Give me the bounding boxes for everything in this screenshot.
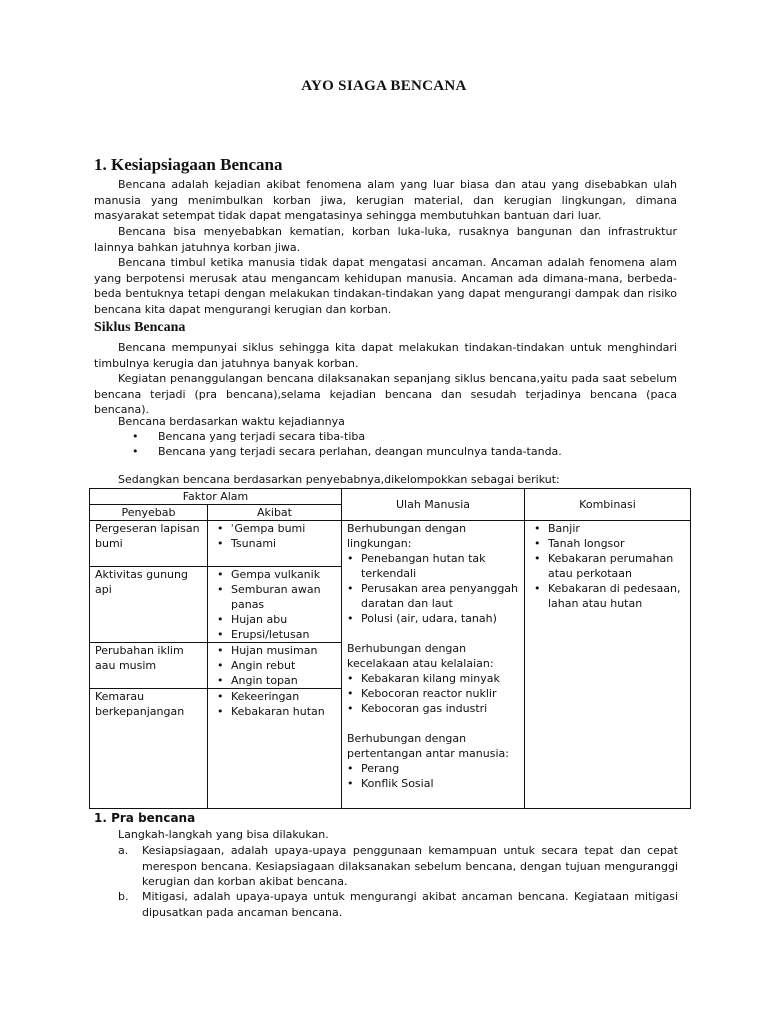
list-item: • ʾGempa bumi xyxy=(213,521,336,536)
section-heading-kesiapsiagaan: 1. Kesiapsiagaan Bencana xyxy=(94,155,283,174)
list-item: • Penebangan hutan tak terkendali xyxy=(347,551,519,581)
list-item: • Tsunami xyxy=(213,536,336,551)
list-item: • Kebakaran di pedesaan, lahan atau hutan xyxy=(530,581,685,611)
header-kombinasi: Kombinasi xyxy=(525,489,691,521)
akibat-cell xyxy=(208,689,342,809)
penyebab-cell: Kemarau berkepanjangan xyxy=(90,689,208,809)
page-title: AYO SIAGA BENCANA xyxy=(301,78,467,94)
akibat-cell xyxy=(208,643,342,689)
list-item: • Angin rebut xyxy=(213,658,336,673)
header-akibat: Akibat xyxy=(208,505,342,521)
paragraph: Kegiatan penanggulangan bencana dilaksanakan sepanjang siklus bencana,yaitu pada saat sebelum bencana terjadi (pra bencana),selama kejadian bencana dan sesudah terjadinya bencana (paca bencana). xyxy=(94,372,677,417)
list-item: • Erupsi/letusan xyxy=(213,627,336,642)
list-item: • Bencana yang terjadi secara perlahan, deangan munculnya tanda-tanda. xyxy=(132,445,562,458)
paragraph: Bencana timbul ketika manusia tidak dapat mengatasi ancaman. Ancaman adalah fenomena alam yang berpotensi merusak atau mengancam kehidupan manusia. Ancaman ada dimana-mana, berbeda-beda bentuknya tetapi dengan melakukan tindakan-tindakan yang dapat mengurangi dampak dan risiko bencana kita dapat mengurangi kerugian dan korban. xyxy=(94,256,677,316)
penyebab-cell: Pergeseran lapisan bumi xyxy=(90,521,208,567)
list-item: • Banjir xyxy=(530,521,685,536)
ulah-group-heading: Berhubungan dengan lingkungan: xyxy=(347,522,467,550)
list-item: • Tanah longsor xyxy=(530,536,685,551)
penyebab-cell: Aktivitas gunung api xyxy=(90,567,208,643)
paragraph: Bencana bisa menyebabkan kematian, korban luka-luka, rusaknya bangunan dan infrastruktur lainnya bahkan jatuhnya korban jiwa. xyxy=(94,225,677,254)
list-item: • Kebakaran hutan xyxy=(213,704,336,719)
list-item: • Hujan musiman xyxy=(213,643,336,658)
paragraph: Bencana adalah kejadian akibat fenomena alam yang luar biasa dan atau yang disebabkan ulah manusia yang menimbulkan korban jiwa, kerugian material, dan kerugian lingkungan, dimana masyarakat setempat tidak dapat mengatasinya sehingga membutuhkan bantuan dari luar. xyxy=(94,178,677,223)
ulah-group-heading: Berhubungan dengan pertentangan antar manusia: xyxy=(347,732,509,760)
paragraph: Bencana berdasarkan waktu kejadiannya xyxy=(118,415,345,428)
list-item: • Kekeeringan xyxy=(213,689,336,704)
paragraph: Sedangkan bencana berdasarkan penyebabnya,dikelompokkan sebagai berikut: xyxy=(118,473,560,486)
list-item: • Semburan awan panas xyxy=(213,582,336,612)
section-heading-siklus: Siklus Bencana xyxy=(94,320,186,335)
akibat-cell xyxy=(208,567,342,643)
header-penyebab: Penyebab xyxy=(90,505,208,521)
penyebab-cell: Perubahan iklim aau musim xyxy=(90,643,208,689)
ulah-group-heading: Berhubungan dengan kecelakaan atau kelalaian: xyxy=(347,642,494,670)
list-item: • Kebocoran gas industri xyxy=(347,701,519,716)
bencana-table xyxy=(89,488,691,809)
list-item: • Konflik Sosial xyxy=(347,776,519,791)
list-item: • Bencana yang terjadi secara tiba-tiba xyxy=(132,430,366,443)
akibat-cell xyxy=(208,521,342,567)
header-ulah-manusia: Ulah Manusia xyxy=(342,489,525,521)
list-item: • Perang xyxy=(347,761,519,776)
list-item: • Hujan abu xyxy=(213,612,336,627)
kombinasi-cell xyxy=(525,521,691,809)
list-item: • Angin topan xyxy=(213,673,336,688)
list-item: • Kebakaran kilang minyak xyxy=(347,671,519,686)
ulah-manusia-cell xyxy=(342,521,525,809)
section-heading-pra-bencana: 1. Pra bencana xyxy=(94,811,196,825)
paragraph: Bencana mempunyai siklus sehingga kita dapat melakukan tindakan-tindakan untuk menghindari timbulnya kerugia dan jatuhnya banyak korban. xyxy=(94,341,677,370)
list-item: • Kebakaran perumahan atau perkotaan xyxy=(530,551,685,581)
header-faktor-alam: Faktor Alam xyxy=(90,489,342,505)
list-item: • Perusakan area penyanggah daratan dan laut xyxy=(347,581,519,611)
list-item: • Kebocoran reactor nuklir xyxy=(347,686,519,701)
list-item: a. Kesiapsiagaan, adalah upaya-upaya penggunaan kemampuan untuk secara tepat dan cepat merespon bencana. Kesiapsiagaan dilaksanakan sebelum bencana, dengan tujuan menguranggi kerugian dan korban akibat bencana. xyxy=(118,844,678,889)
list-item: • Gempa vulkanik xyxy=(213,567,336,582)
list-item: • Polusi (air, udara, tanah) xyxy=(347,611,519,626)
list-item: b. Mitigasi, adalah upaya-upaya untuk mengurangi akibat ancaman bencana. Kegiataan mitigasi dipusatkan pada ancaman bencana. xyxy=(118,890,678,919)
paragraph: Langkah-langkah yang bisa dilakukan. xyxy=(118,828,329,841)
